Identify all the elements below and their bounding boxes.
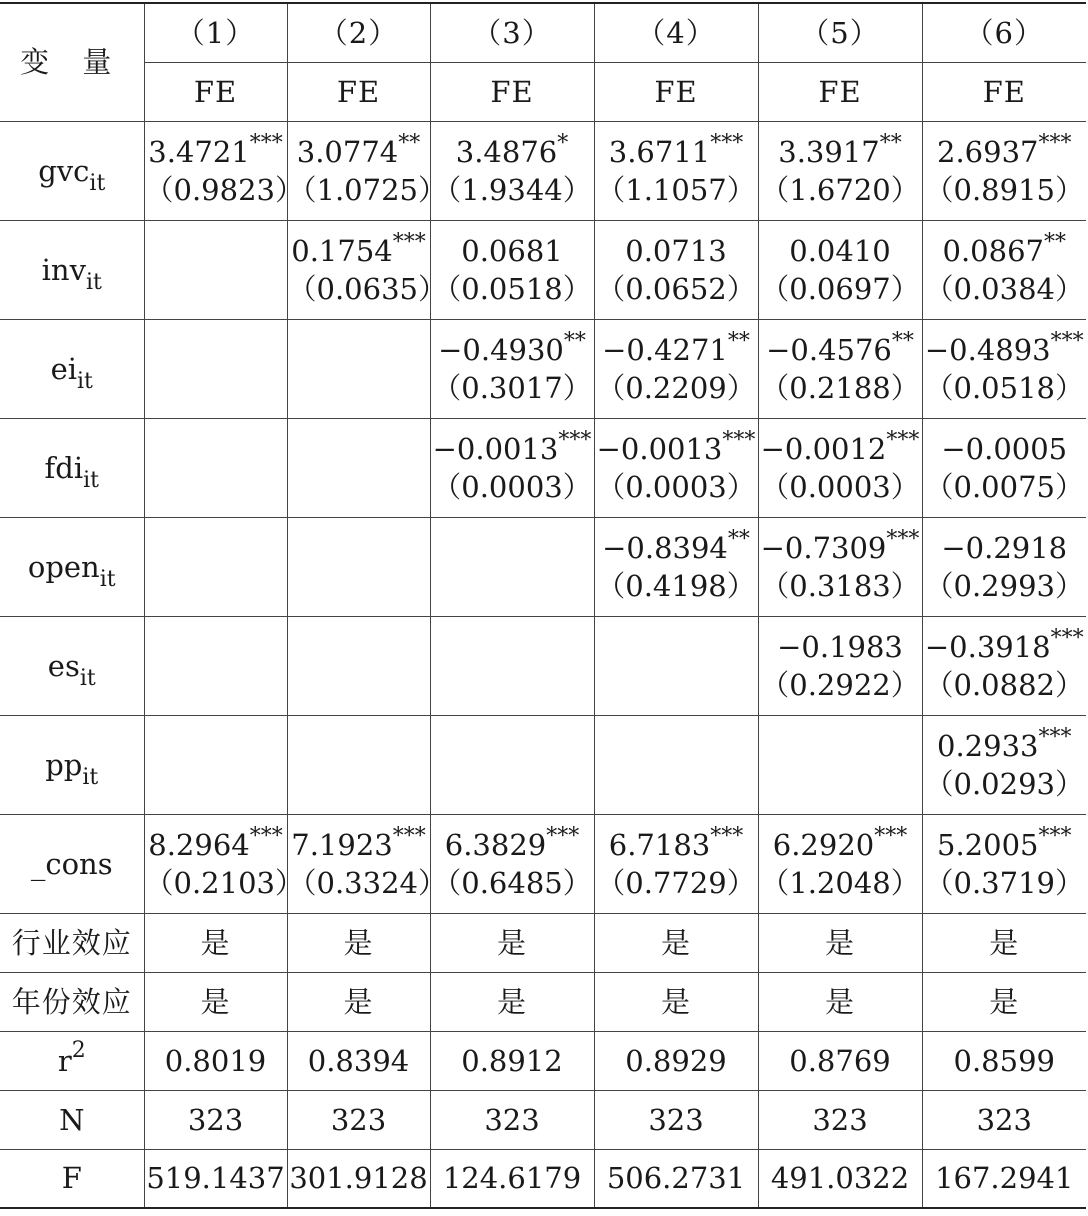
stat-value: 是 — [758, 913, 922, 972]
stat-value: 是 — [594, 972, 758, 1031]
coefficient-cell — [594, 220, 758, 319]
variable-name-text: pp — [45, 747, 83, 782]
coefficient-value: 5.2005 — [937, 827, 1039, 862]
coefficient-value: −0.8394 — [602, 530, 728, 565]
column-number: （5） — [758, 3, 922, 62]
coefficient-value: 7.1923 — [291, 827, 393, 862]
coefficient-line — [923, 130, 1087, 171]
coefficient-cell — [594, 319, 758, 418]
column-number: （2） — [287, 3, 430, 62]
standard-error: （0.0293） — [924, 766, 1084, 801]
coefficient-line — [288, 130, 430, 171]
standard-error: （0.0518） — [924, 370, 1084, 405]
stat-value: 506.2731 — [594, 1149, 758, 1208]
standard-error: （0.0882） — [924, 667, 1084, 702]
method-label: FE — [594, 62, 758, 121]
stat-value: 491.0322 — [758, 1149, 922, 1208]
coefficient-line — [923, 430, 1087, 468]
standard-error: （0.0635） — [287, 271, 447, 306]
significance-stars: *** — [886, 526, 920, 552]
coefficient-cell — [922, 616, 1086, 715]
standard-error: （1.6720） — [760, 172, 920, 207]
standard-error: （0.8915） — [924, 172, 1084, 207]
variable-subscript: it — [82, 764, 99, 790]
coefficient-cell — [922, 418, 1086, 517]
stat-label-text: N — [59, 1102, 85, 1137]
coefficient-line — [145, 130, 287, 171]
standard-error: （0.3183） — [760, 568, 920, 603]
variable-name-text: gvc — [38, 153, 90, 188]
significance-stars: *** — [558, 427, 592, 453]
coefficient-line — [923, 529, 1087, 567]
coefficient-cell — [430, 418, 594, 517]
variable-name-text: open — [27, 549, 100, 584]
coefficient-cell — [430, 220, 594, 319]
coefficient-cell — [430, 517, 594, 616]
significance-stars: ** — [398, 130, 421, 156]
coefficient-value: −0.4576 — [766, 332, 892, 367]
stat-value: 323 — [758, 1090, 922, 1149]
coefficient-cell — [144, 517, 287, 616]
significance-stars: *** — [710, 130, 744, 156]
variable-row — [0, 814, 1086, 913]
coefficient-cell — [430, 715, 594, 814]
coefficient-line — [288, 229, 430, 270]
significance-stars: *** — [392, 229, 426, 255]
variable-subscript: it — [99, 566, 116, 592]
stat-label — [0, 1149, 144, 1208]
coefficient-cell — [758, 517, 922, 616]
method-label: FE — [922, 62, 1086, 121]
coefficient-value: −0.0005 — [941, 431, 1068, 466]
stat-value: 是 — [758, 972, 922, 1031]
stat-value: 323 — [287, 1090, 430, 1149]
coefficient-line — [431, 130, 594, 171]
standard-error: （0.2209） — [596, 370, 756, 405]
standard-error: （0.3324） — [287, 865, 447, 900]
coefficient-line — [759, 232, 922, 270]
stat-value: 0.8019 — [144, 1031, 287, 1090]
standard-error: （0.0518） — [432, 271, 592, 306]
stat-value: 167.2941 — [922, 1149, 1086, 1208]
variable-name — [0, 616, 144, 715]
variable-name-text: ei — [50, 351, 78, 386]
coefficient-line — [595, 130, 758, 171]
variable-header: 变 量 — [0, 3, 144, 121]
standard-error: （1.0725） — [287, 172, 447, 207]
coefficient-cell — [922, 319, 1086, 418]
stat-label — [0, 1031, 144, 1090]
coefficient-line — [595, 232, 758, 270]
variable-row — [0, 517, 1086, 616]
coefficient-line — [288, 823, 430, 864]
coefficient-cell — [144, 616, 287, 715]
coefficient-cell — [287, 517, 430, 616]
coefficient-cell — [144, 418, 287, 517]
significance-stars: *** — [249, 823, 283, 849]
regression-table — [0, 2, 1086, 1209]
coefficient-value: −0.0013 — [432, 431, 559, 466]
variable-name — [0, 418, 144, 517]
coefficient-cell — [144, 814, 304, 913]
coefficient-value: 0.0681 — [461, 233, 563, 268]
coefficient-value: 0.0867 — [942, 233, 1044, 268]
significance-stars: *** — [1038, 823, 1072, 849]
variable-row — [0, 715, 1086, 814]
variable-subscript: it — [77, 368, 93, 394]
significance-stars: *** — [886, 427, 920, 453]
coefficient-cell — [594, 814, 758, 913]
variable-name-text: fdi — [44, 450, 84, 485]
coefficient-value: 6.7183 — [608, 827, 711, 862]
stat-value: 是 — [430, 913, 594, 972]
stat-value: 323 — [430, 1090, 594, 1149]
significance-stars: *** — [874, 823, 908, 849]
coefficient-value: 8.2964 — [148, 827, 250, 862]
coefficient-cell — [758, 715, 922, 814]
year-effect-row — [0, 972, 1086, 1031]
header-row-methods — [0, 62, 1086, 121]
observations-row — [0, 1090, 1086, 1149]
coefficient-line — [595, 526, 758, 567]
method-label: FE — [758, 62, 922, 121]
coefficient-value: 6.2920 — [772, 827, 875, 862]
coefficient-value: 0.2933 — [937, 728, 1039, 763]
coefficient-value: 3.4721 — [148, 134, 250, 169]
standard-error: （1.2048） — [760, 865, 920, 900]
stat-label — [0, 1090, 144, 1149]
column-number: （3） — [430, 3, 594, 62]
standard-error: （0.3719） — [924, 865, 1084, 900]
column-number: （6） — [922, 3, 1086, 62]
coefficient-line — [595, 328, 758, 369]
standard-error: （0.2993） — [924, 568, 1084, 603]
coefficient-cell — [922, 220, 1086, 319]
stat-value: 是 — [922, 913, 1086, 972]
coefficient-value: 2.6937 — [937, 134, 1039, 169]
variable-name-text: es — [47, 648, 80, 683]
significance-stars: ** — [1043, 229, 1066, 255]
standard-error: （0.0003） — [596, 469, 756, 504]
coefficient-cell — [144, 715, 287, 814]
coefficient-line — [759, 427, 922, 468]
coefficient-value: 3.0774 — [296, 134, 399, 169]
industry-effect-row — [0, 913, 1086, 972]
significance-stars: *** — [710, 823, 744, 849]
coefficient-cell — [758, 814, 922, 913]
coefficient-line — [595, 823, 758, 864]
coefficient-line — [759, 130, 922, 171]
coefficient-line — [923, 823, 1087, 864]
significance-stars: *** — [1050, 625, 1084, 651]
stat-label-superscript: 2 — [71, 1037, 86, 1063]
variable-row — [0, 121, 1086, 220]
variable-subscript: it — [83, 467, 99, 493]
f-statistic-row — [0, 1149, 1086, 1208]
coefficient-cell — [430, 616, 594, 715]
variable-name-text: _cons — [30, 846, 113, 881]
stat-value: 124.6179 — [430, 1149, 594, 1208]
stat-value: 是 — [287, 972, 430, 1031]
coefficient-cell — [758, 418, 922, 517]
coefficient-value: 0.0713 — [625, 233, 727, 268]
r-squared-row — [0, 1031, 1086, 1090]
standard-error: （0.3017） — [432, 370, 592, 405]
coefficient-line — [145, 823, 287, 864]
coefficient-line — [431, 328, 594, 369]
coefficient-cell — [144, 121, 304, 220]
stat-label — [0, 913, 144, 972]
stat-value: 0.8769 — [758, 1031, 922, 1090]
coefficient-value: 0.0410 — [789, 233, 891, 268]
significance-stars: * — [557, 130, 569, 156]
coefficient-value: 3.6711 — [608, 134, 711, 169]
coefficient-cell — [287, 319, 430, 418]
coefficient-line — [923, 328, 1087, 369]
variable-name — [0, 715, 144, 814]
significance-stars: *** — [722, 427, 756, 453]
stat-value: 0.8929 — [594, 1031, 758, 1090]
significance-stars: ** — [563, 328, 586, 354]
significance-stars: *** — [546, 823, 580, 849]
coefficient-cell — [287, 121, 447, 220]
coefficient-cell — [594, 121, 758, 220]
standard-error: （0.0652） — [596, 271, 756, 306]
stat-label-text: 行业效应 — [11, 925, 132, 960]
coefficient-cell — [758, 616, 922, 715]
coefficient-value: 6.3829 — [444, 827, 547, 862]
coefficient-cell — [922, 121, 1086, 220]
coefficient-line — [759, 526, 922, 567]
method-label: FE — [430, 62, 594, 121]
column-number: （1） — [144, 3, 287, 62]
coefficient-line — [923, 724, 1087, 765]
stat-label — [0, 972, 144, 1031]
coefficient-cell — [758, 121, 922, 220]
significance-stars: ** — [727, 328, 750, 354]
coefficient-value: −0.7309 — [760, 530, 887, 565]
variable-name — [0, 220, 144, 319]
coefficient-line — [431, 427, 594, 468]
coefficient-value: 0.1754 — [291, 233, 393, 268]
variable-name — [0, 814, 144, 913]
significance-stars: *** — [1038, 724, 1072, 750]
variable-name-text: inv — [41, 252, 86, 287]
stat-value: 323 — [922, 1090, 1086, 1149]
method-label: FE — [144, 62, 287, 121]
coefficient-value: −0.4930 — [438, 332, 564, 367]
coefficient-cell — [144, 220, 287, 319]
coefficient-cell — [430, 814, 594, 913]
stat-value: 0.8912 — [430, 1031, 594, 1090]
coefficient-cell — [430, 319, 594, 418]
standard-error: （0.0003） — [432, 469, 592, 504]
coefficient-cell — [594, 616, 758, 715]
standard-error: （0.0697） — [760, 271, 920, 306]
variable-row — [0, 616, 1086, 715]
coefficient-line — [923, 625, 1087, 666]
stat-value: 是 — [287, 913, 430, 972]
coefficient-cell — [594, 715, 758, 814]
significance-stars: *** — [392, 823, 426, 849]
significance-stars: ** — [891, 328, 914, 354]
variable-row — [0, 220, 1086, 319]
significance-stars: *** — [1050, 328, 1084, 354]
coefficient-line — [759, 823, 922, 864]
significance-stars: ** — [879, 130, 902, 156]
standard-error: （0.0384） — [924, 271, 1084, 306]
coefficient-cell — [287, 220, 447, 319]
coefficient-cell — [287, 814, 447, 913]
standard-error: （0.2103） — [144, 865, 304, 900]
coefficient-cell — [758, 319, 922, 418]
stat-value: 0.8599 — [922, 1031, 1086, 1090]
stat-value: 是 — [922, 972, 1086, 1031]
standard-error: （0.0075） — [924, 469, 1084, 504]
coefficient-value: −0.0013 — [596, 431, 723, 466]
stat-value: 是 — [430, 972, 594, 1031]
variable-row — [0, 319, 1086, 418]
coefficient-cell — [430, 121, 594, 220]
standard-error: （0.2922） — [760, 667, 920, 702]
significance-stars: *** — [1038, 130, 1072, 156]
coefficient-line — [923, 229, 1087, 270]
coefficient-cell — [922, 715, 1086, 814]
stat-value: 0.8394 — [287, 1031, 430, 1090]
stat-value: 323 — [144, 1090, 287, 1149]
standard-error: （0.4198） — [596, 568, 756, 603]
significance-stars: ** — [727, 526, 750, 552]
coefficient-line — [431, 232, 594, 270]
significance-stars: *** — [249, 130, 283, 156]
variable-subscript: it — [85, 269, 102, 295]
coefficient-line — [759, 328, 922, 369]
header-row-columns — [0, 3, 1086, 62]
stat-value: 301.9128 — [287, 1149, 430, 1208]
coefficient-value: −0.4271 — [602, 332, 728, 367]
stat-value: 是 — [144, 913, 287, 972]
coefficient-value: −0.0012 — [760, 431, 887, 466]
stat-value: 是 — [144, 972, 287, 1031]
stat-label-text: 年份效应 — [11, 984, 132, 1019]
coefficient-cell — [922, 517, 1086, 616]
variable-row — [0, 418, 1086, 517]
coefficient-line — [595, 427, 758, 468]
standard-error: （0.6485） — [432, 865, 592, 900]
coefficient-value: −0.2918 — [941, 530, 1068, 565]
stat-value: 是 — [594, 913, 758, 972]
coefficient-value: 3.3917 — [778, 134, 880, 169]
coefficient-cell — [594, 517, 758, 616]
stat-label-text: F — [61, 1161, 82, 1196]
variable-name — [0, 319, 144, 418]
stat-value: 519.1437 — [144, 1149, 287, 1208]
column-number: （4） — [594, 3, 758, 62]
coefficient-line — [759, 628, 922, 666]
method-label: FE — [287, 62, 430, 121]
standard-error: （1.9344） — [432, 172, 592, 207]
variable-name — [0, 121, 144, 220]
stat-label-text: r — [57, 1043, 72, 1078]
coefficient-cell — [922, 814, 1086, 913]
coefficient-value: −0.3918 — [924, 629, 1051, 664]
coefficient-cell — [594, 418, 758, 517]
stat-value: 323 — [594, 1090, 758, 1149]
standard-error: （0.0003） — [760, 469, 920, 504]
variable-subscript: it — [89, 170, 106, 196]
standard-error: （1.1057） — [596, 172, 756, 207]
standard-error: （0.7729） — [596, 865, 756, 900]
coefficient-cell — [287, 616, 430, 715]
coefficient-value: 3.4876 — [455, 134, 558, 169]
coefficient-cell — [758, 220, 922, 319]
coefficient-value: −0.1983 — [777, 629, 903, 664]
standard-error: （0.2188） — [760, 370, 920, 405]
standard-error: （0.9823） — [144, 172, 304, 207]
coefficient-line — [431, 823, 594, 864]
coefficient-cell — [144, 319, 287, 418]
variable-name — [0, 517, 144, 616]
coefficient-cell — [287, 715, 430, 814]
variable-subscript: it — [79, 665, 96, 691]
coefficient-cell — [287, 418, 430, 517]
coefficient-value: −0.4893 — [924, 332, 1051, 367]
